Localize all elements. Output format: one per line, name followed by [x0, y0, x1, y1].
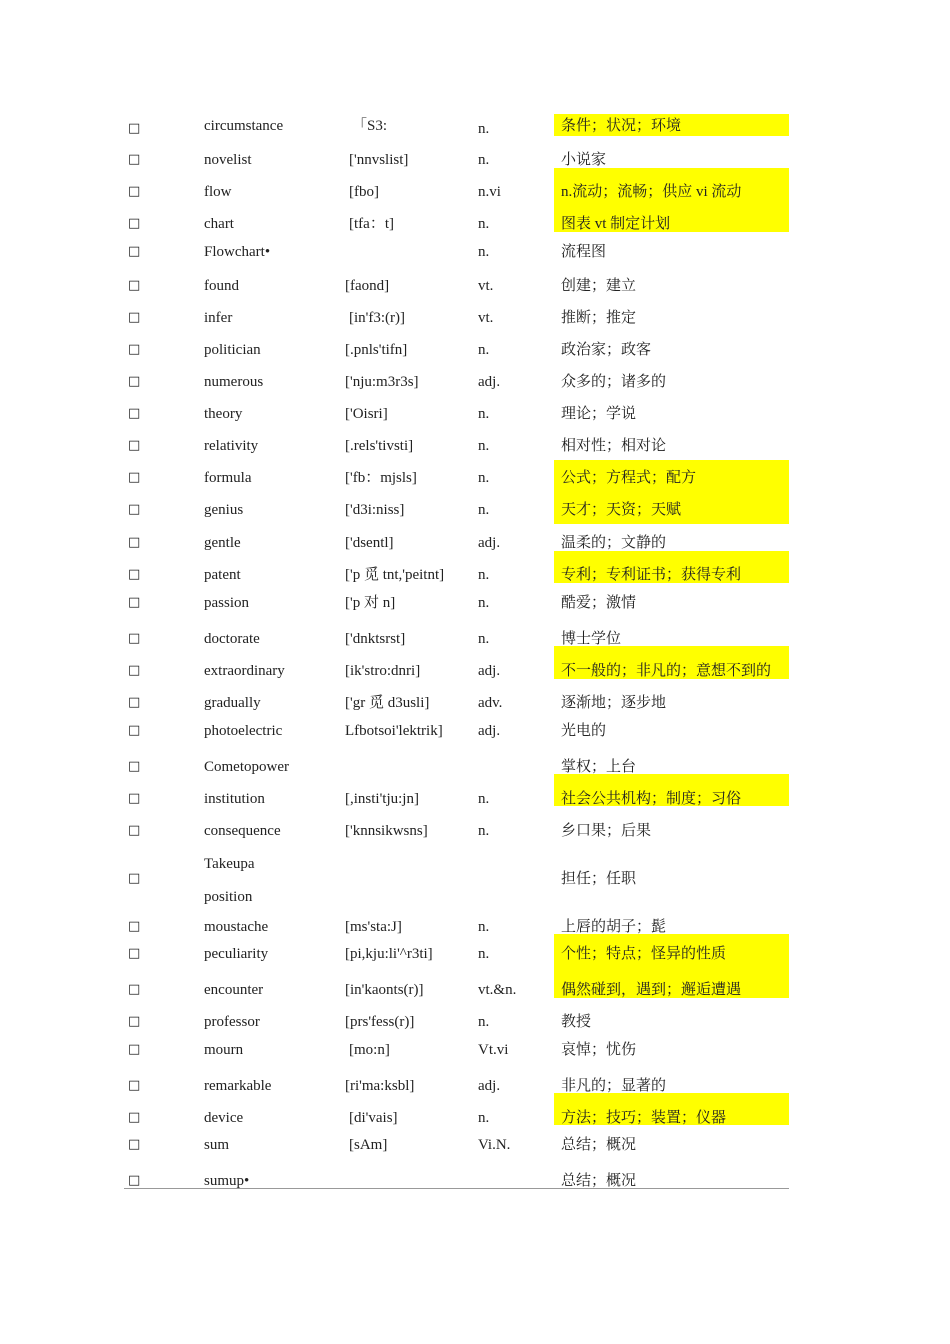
checkbox[interactable]: □ — [128, 723, 141, 738]
phonetic: ['d3i:niss] — [345, 502, 405, 518]
phonetic: ['Oisri] — [345, 406, 388, 422]
part-of-speech: n. — [478, 342, 490, 358]
phonetic: ['nju:m3r3s] — [345, 374, 419, 390]
meaning: 总结；概况 — [561, 1173, 637, 1189]
word: device — [204, 1110, 244, 1126]
checkbox[interactable]: □ — [128, 1173, 141, 1188]
part-of-speech: n. — [478, 567, 490, 583]
meaning: 掌权；上台 — [561, 759, 637, 775]
part-of-speech: n. — [478, 244, 490, 260]
meaning: 光电的 — [561, 723, 607, 739]
meaning: 上唇的胡子；髭 — [561, 919, 667, 935]
word: passion — [204, 595, 249, 611]
word: chart — [204, 216, 234, 232]
word: formula — [204, 470, 252, 486]
meaning: 乡口果；后果 — [561, 823, 652, 839]
meaning: 个性；特点；怪异的性质 — [561, 946, 727, 962]
meaning: 偶然碰到，遇到；邂逅遭遇 — [561, 982, 742, 998]
checkbox[interactable]: □ — [128, 871, 141, 886]
word: gradually — [204, 695, 261, 711]
meaning: 逐渐地；逐步地 — [561, 695, 667, 711]
checkbox[interactable]: □ — [128, 1137, 141, 1152]
meaning: 专利；专利证书；获得专利 — [561, 567, 742, 583]
meaning: 温柔的；文静的 — [561, 535, 667, 551]
part-of-speech: adj. — [478, 1078, 501, 1094]
meaning: 相对性；相对论 — [561, 438, 667, 454]
checkbox[interactable]: □ — [128, 946, 141, 961]
meaning: 方法；技巧；装置；仪器 — [561, 1110, 727, 1126]
part-of-speech: n. — [478, 121, 490, 137]
word: theory — [204, 406, 243, 422]
checkbox[interactable]: □ — [128, 1014, 141, 1029]
part-of-speech: n. — [478, 791, 490, 807]
word: Flowchart• — [204, 244, 271, 260]
meaning: 条件；状况；环境 — [561, 118, 682, 134]
part-of-speech: adv. — [478, 695, 503, 711]
part-of-speech: n.vi — [478, 184, 501, 200]
phonetic: [mo:n] — [349, 1042, 390, 1058]
meaning: 酷爱；激情 — [561, 595, 637, 611]
word: genius — [204, 502, 244, 518]
meaning: n.流动；流畅；供应 vi 流动 — [561, 184, 742, 200]
part-of-speech: n. — [478, 152, 490, 168]
phonetic: [tfa：t] — [349, 216, 394, 232]
checkbox[interactable]: □ — [128, 631, 141, 646]
meaning: 担任；任职 — [561, 871, 637, 887]
checkbox[interactable]: □ — [128, 982, 141, 997]
phonetic: ['nnvslist] — [349, 152, 409, 168]
checkbox[interactable]: □ — [128, 216, 141, 231]
table-bottom-rule — [124, 1188, 789, 1189]
meaning: 理论；学说 — [561, 406, 637, 422]
word-continuation: position — [204, 889, 253, 905]
phonetic: 「S3: — [352, 118, 388, 134]
part-of-speech: adj. — [478, 535, 501, 551]
checkbox[interactable]: □ — [128, 278, 141, 293]
checkbox[interactable]: □ — [128, 438, 141, 453]
checkbox[interactable]: □ — [128, 1042, 141, 1057]
part-of-speech: n. — [478, 631, 490, 647]
phonetic: Lfbotsoi'lektrik] — [345, 723, 443, 739]
phonetic: [sAm] — [349, 1137, 388, 1153]
phonetic: [di'vais] — [349, 1110, 398, 1126]
checkbox[interactable]: □ — [128, 919, 141, 934]
meaning: 总结；概况 — [561, 1137, 637, 1153]
part-of-speech: n. — [478, 502, 490, 518]
meaning: 创建；建立 — [561, 278, 637, 294]
word: politician — [204, 342, 261, 358]
part-of-speech: n. — [478, 1110, 490, 1126]
checkbox[interactable]: □ — [128, 184, 141, 199]
checkbox[interactable]: □ — [128, 823, 141, 838]
phonetic: [ms'sta:J] — [345, 919, 402, 935]
part-of-speech: adj. — [478, 374, 501, 390]
phonetic: [pi,kju:li'^r3ti] — [345, 946, 433, 962]
word: consequence — [204, 823, 281, 839]
phonetic: [in'kaonts(r)] — [345, 982, 424, 998]
word: novelist — [204, 152, 252, 168]
part-of-speech: n. — [478, 406, 490, 422]
meaning: 社会公共机构；制度；习俗 — [561, 791, 742, 807]
checkbox[interactable]: □ — [128, 663, 141, 678]
checkbox[interactable]: □ — [128, 470, 141, 485]
part-of-speech: n. — [478, 216, 490, 232]
word: encounter — [204, 982, 264, 998]
part-of-speech: adj. — [478, 723, 501, 739]
word: photoelectric — [204, 723, 283, 739]
word: professor — [204, 1014, 260, 1030]
checkbox[interactable]: □ — [128, 759, 141, 774]
word: numerous — [204, 374, 264, 390]
meaning: 众多的；诸多的 — [561, 374, 667, 390]
word: mourn — [204, 1042, 244, 1058]
checkbox[interactable]: □ — [128, 121, 141, 136]
phonetic: ['dnktsrst] — [345, 631, 406, 647]
part-of-speech: n. — [478, 1014, 490, 1030]
checkbox[interactable]: □ — [128, 152, 141, 167]
word: remarkable — [204, 1078, 272, 1094]
meaning: 哀悼；忧伤 — [561, 1042, 637, 1058]
part-of-speech: n. — [478, 823, 490, 839]
phonetic: ['knnsikwsns] — [345, 823, 428, 839]
meaning: 小说家 — [561, 152, 607, 168]
part-of-speech: vt. — [478, 278, 494, 294]
part-of-speech: Vt.vi — [478, 1042, 509, 1058]
word: institution — [204, 791, 265, 807]
word: patent — [204, 567, 241, 583]
word: sum — [204, 1137, 230, 1153]
phonetic: [.rels'tivsti] — [345, 438, 414, 454]
checkbox[interactable]: □ — [128, 374, 141, 389]
checkbox[interactable]: □ — [128, 1110, 141, 1125]
meaning: 公式；方程式；配方 — [561, 470, 697, 486]
checkbox[interactable]: □ — [128, 791, 141, 806]
meaning: 天才；天资；天赋 — [561, 502, 682, 518]
part-of-speech: n. — [478, 438, 490, 454]
checkbox[interactable]: □ — [128, 535, 141, 550]
phonetic: [,insti'tju:jn] — [345, 791, 419, 807]
phonetic: [faond] — [345, 278, 390, 294]
checkbox[interactable]: □ — [128, 695, 141, 710]
phonetic: [in'f3:(r)] — [349, 310, 406, 326]
phonetic: [.pnls'tifn] — [345, 342, 408, 358]
part-of-speech: vt.&n. — [478, 982, 517, 998]
phonetic: ['fb：mjsls] — [345, 470, 417, 486]
part-of-speech: n. — [478, 919, 490, 935]
phonetic: ['p 对 n] — [345, 595, 396, 611]
word: found — [204, 278, 239, 294]
meaning: 博士学位 — [561, 631, 622, 647]
part-of-speech: adj. — [478, 663, 501, 679]
word: circumstance — [204, 118, 284, 134]
part-of-speech: Vi.N. — [478, 1137, 511, 1153]
vocab-row — [0, 855, 950, 907]
checkbox[interactable]: □ — [128, 342, 141, 357]
word: doctorate — [204, 631, 260, 647]
meaning: 教授 — [561, 1014, 592, 1030]
word: infer — [204, 310, 233, 326]
part-of-speech: n. — [478, 946, 490, 962]
word: moustache — [204, 919, 269, 935]
checkbox[interactable]: □ — [128, 595, 141, 610]
word: extraordinary — [204, 663, 285, 679]
phonetic: ['p 觅 tnt,'peitnt] — [345, 567, 445, 583]
checkbox[interactable]: □ — [128, 1078, 141, 1093]
word: Cometopower — [204, 759, 289, 775]
checkbox[interactable]: □ — [128, 406, 141, 421]
checkbox[interactable]: □ — [128, 502, 141, 517]
phonetic: ['dsentl] — [345, 535, 394, 551]
phonetic: [prs'fess(r)] — [345, 1014, 415, 1030]
word: Takeupa — [204, 856, 255, 872]
meaning: 不一般的；非凡的；意想不到的 — [561, 663, 772, 679]
meaning: 非凡的；显著的 — [561, 1078, 667, 1094]
phonetic: ['gr 觅 d3usli] — [345, 695, 430, 711]
phonetic: [ri'ma:ksbl] — [345, 1078, 415, 1094]
word: gentle — [204, 535, 241, 551]
meaning: 图表 vt 制定计划 — [561, 216, 671, 232]
checkbox[interactable]: □ — [128, 567, 141, 582]
part-of-speech: vt. — [478, 310, 494, 326]
phonetic: [fbo] — [349, 184, 379, 200]
meaning: 政治家；政客 — [561, 342, 652, 358]
part-of-speech: n. — [478, 595, 490, 611]
meaning: 流程图 — [561, 244, 607, 260]
word: flow — [204, 184, 232, 200]
word: relativity — [204, 438, 259, 454]
part-of-speech: n. — [478, 470, 490, 486]
checkbox[interactable]: □ — [128, 310, 141, 325]
phonetic: [ik'stro:dnri] — [345, 663, 421, 679]
meaning: 推断；推定 — [561, 310, 637, 326]
checkbox[interactable]: □ — [128, 244, 141, 259]
word: peculiarity — [204, 946, 269, 962]
word: sumup• — [204, 1173, 250, 1189]
